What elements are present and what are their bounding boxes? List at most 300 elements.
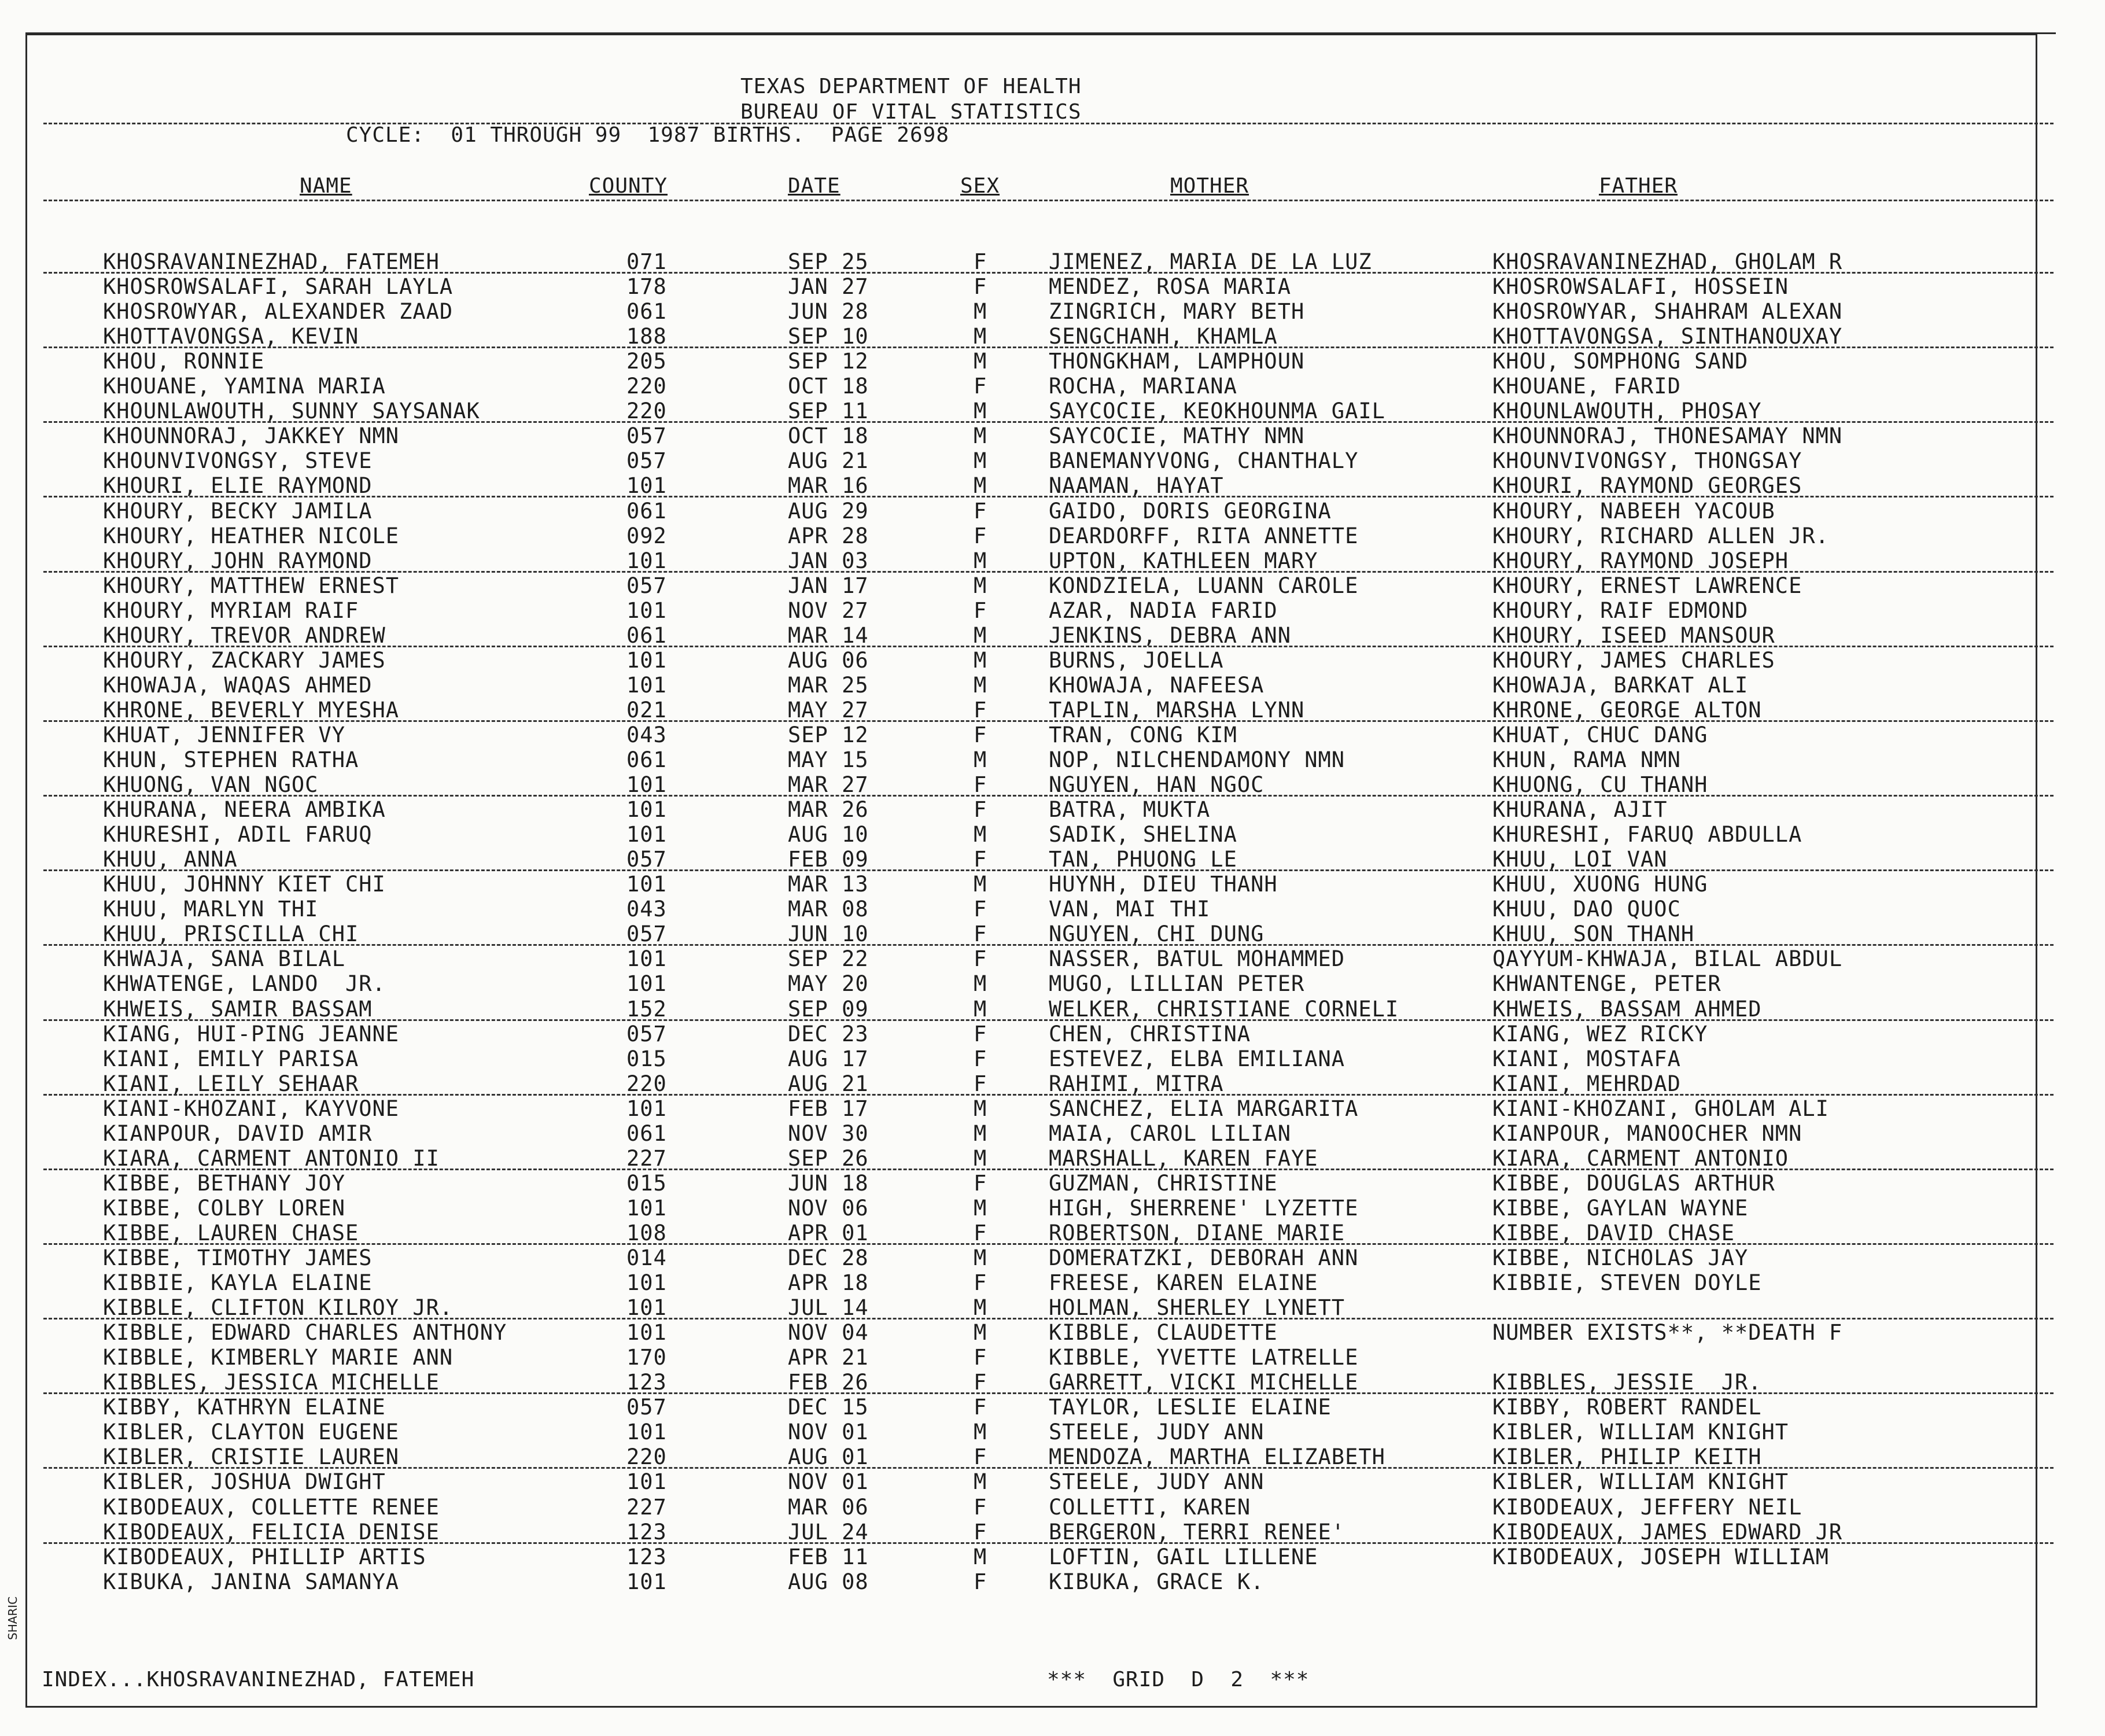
cell-name: KHOURY, BECKY JAMILA [103,498,373,524]
cell-county: 101 [626,1295,667,1321]
cell-name: KHOWAJA, WAQAS AHMED [103,672,373,698]
cell-mother: WELKER, CHRISTIANE CORNELI [1049,996,1399,1022]
cell-name: KHUAT, JENNIFER VY [103,722,345,747]
cell-sex: F [974,946,987,972]
cell-date: AUG 21 [788,448,869,474]
cell-sex: F [974,1270,987,1296]
cell-date: SEP 22 [788,946,869,972]
report-bureau: BUREAU OF VITAL STATISTICS [740,100,1082,124]
cell-father: KIANPOUR, MANOOCHER NMN [1492,1121,1802,1146]
table-row [0,325,2105,349]
cell-name: KIARA, CARMENT ANTONIO II [103,1145,440,1171]
cell-county: 152 [626,996,667,1022]
cell-date: AUG 17 [788,1046,869,1071]
cell-name: KHOSROWYAR, ALEXANDER ZAAD [103,299,454,325]
cell-sex: M [974,399,987,424]
cell-date: SEP 10 [788,324,869,349]
table-row [0,1321,2105,1345]
table-row [0,1470,2105,1494]
row-divider [43,421,2054,423]
row-divider [43,944,2054,946]
cell-mother: KIBBLE, CLAUDETTE [1049,1320,1278,1346]
cell-mother: HUYNH, DIEU THANH [1049,872,1278,897]
cell-mother: MAIA, CAROL LILIAN [1049,1121,1291,1146]
row-divider [43,1094,2054,1096]
table-row [0,1271,2105,1295]
cell-father: KHOURY, NABEEH YACOUB [1492,498,1775,524]
cell-name: KHOSROWSALAFI, SARAH LAYLA [103,274,454,300]
cell-name: KIBBLE, CLIFTON KILROY JR. [103,1295,454,1321]
cell-date: SEP 25 [788,249,869,274]
cell-county: 220 [626,1071,667,1096]
cell-sex: F [974,697,987,723]
cell-father: KHWANTENGE, PETER [1492,971,1721,997]
cell-county: 101 [626,946,667,972]
cell-father: KHOUNNORAJ, THONESAMAY NMN [1492,423,1843,449]
row-divider [43,1019,2054,1021]
cell-father: KIBODEAUX, JOSEPH WILLIAM [1492,1544,1829,1569]
table-row [0,349,2105,374]
cell-date: JUN 10 [788,922,869,947]
cell-father: KHOSROWSALAFI, HOSSEIN [1492,274,1789,300]
cell-county: 101 [626,1569,667,1594]
table-row [0,673,2105,698]
cell-mother: SANCHEZ, ELIA MARGARITA [1049,1096,1359,1121]
cell-name: KIBUKA, JANINA SAMANYA [103,1569,400,1594]
cell-county: 227 [626,1145,667,1171]
cell-mother: HIGH, SHERRENE' LYZETTE [1049,1195,1359,1221]
cell-mother: ROCHA, MARIANA [1049,374,1237,399]
cell-sex: M [974,647,987,673]
row-divider [43,1392,2054,1394]
table-row [0,1122,2105,1146]
cell-sex: M [974,423,987,449]
cell-father: KIANI-KHOZANI, GHOLAM ALI [1492,1096,1829,1121]
cell-sex: M [974,1420,987,1445]
cell-father: KIBBE, DOUGLAS ARTHUR [1492,1170,1775,1196]
cell-mother: KIBUKA, GRACE K. [1049,1569,1265,1594]
cell-mother: GARRETT, VICKI MICHELLE [1049,1370,1359,1395]
cell-name: KHUU, JOHNNY KIET CHI [103,872,386,897]
cell-sex: M [974,324,987,349]
table-row [0,1545,2105,1569]
cell-mother: ESTEVEZ, ELBA EMILIANA [1049,1046,1345,1071]
cell-county: 101 [626,872,667,897]
cell-name: KHOURY, TREVOR ANDREW [103,622,386,648]
cell-sex: F [974,498,987,524]
cell-sex: F [974,1021,987,1046]
cell-sex: F [974,1370,987,1395]
row-divider [43,795,2054,797]
cell-father: KIBBE, DAVID CHASE [1492,1220,1735,1245]
cell-sex: M [974,1195,987,1221]
cell-sex: M [974,573,987,598]
cell-date: FEB 26 [788,1370,869,1395]
cell-date: NOV 30 [788,1121,869,1146]
cell-sex: F [974,1444,987,1470]
cell-name: KIANPOUR, DAVID AMIR [103,1121,373,1146]
cell-sex: M [974,1096,987,1121]
cell-father: KIANI, MOSTAFA [1492,1046,1681,1071]
cell-mother: NOP, NILCHENDAMONY NMN [1049,747,1345,772]
cell-date: MAR 06 [788,1494,869,1520]
cell-county: 101 [626,598,667,623]
cell-father: KIBBE, NICHOLAS JAY [1492,1245,1749,1270]
cell-mother: SAYCOCIE, MATHY NMN [1049,423,1305,449]
cell-mother: TAPLIN, MARSHA LYNN [1049,697,1305,723]
cell-date: NOV 06 [788,1195,869,1221]
cell-date: MAY 20 [788,971,869,997]
cell-mother: SADIK, SHELINA [1049,822,1237,847]
cell-county: 101 [626,548,667,573]
table-row [0,275,2105,299]
table-row [0,773,2105,797]
cell-county: 043 [626,722,667,747]
cell-county: 188 [626,324,667,349]
cell-father: KHWEIS, BASSAM AHMED [1492,996,1762,1022]
table-row [0,549,2105,573]
cell-father: KIBLER, WILLIAM KNIGHT [1492,1420,1789,1445]
cell-date: AUG 01 [788,1444,869,1470]
table-row [0,1420,2105,1444]
cell-mother: RAHIMI, MITRA [1049,1071,1224,1096]
cell-mother: HOLMAN, SHERLEY LYNETT [1049,1295,1345,1321]
cell-date: JUN 28 [788,299,869,325]
cell-mother: AZAR, NADIA FARID [1049,598,1278,623]
cell-name: KIBBE, LAUREN CHASE [103,1220,359,1245]
table-row [0,624,2105,648]
cell-father: KIANG, WEZ RICKY [1492,1021,1708,1046]
cell-date: DEC 23 [788,1021,869,1046]
table-row [0,524,2105,548]
footer-grid: *** GRID D 2 *** [1047,1668,1310,1691]
table-row [0,897,2105,922]
cell-date: AUG 21 [788,1071,869,1096]
table-row [0,798,2105,822]
cell-father: KIBBE, GAYLAN WAYNE [1492,1195,1749,1221]
cell-father: KHOU, SOMPHONG SAND [1492,349,1749,374]
report-org: TEXAS DEPARTMENT OF HEALTH [740,75,1082,98]
cell-mother: SAYCOCIE, KEOKHOUNMA GAIL [1049,399,1385,424]
cell-date: MAY 27 [788,697,869,723]
table-row [0,449,2105,473]
cell-date: MAY 15 [788,747,869,772]
cell-sex: F [974,374,987,399]
table-row [0,499,2105,524]
table-row [0,922,2105,946]
cell-sex: M [974,672,987,698]
cell-father: KHOURY, JAMES CHARLES [1492,647,1775,673]
cell-county: 057 [626,573,667,598]
cell-mother: BANEMANYVONG, CHANTHALY [1049,448,1359,474]
cell-date: AUG 06 [788,647,869,673]
cell-name: KIBBLE, EDWARD CHARLES ANTHONY [103,1320,507,1346]
cell-date: NOV 01 [788,1469,869,1495]
cell-mother: JENKINS, DEBRA ANN [1049,622,1291,648]
cell-father: KHOUNLAWOUTH, PHOSAY [1492,399,1762,424]
cell-date: DEC 28 [788,1245,869,1270]
table-row [0,399,2105,423]
cell-mother: NASSER, BATUL MOHAMMED [1049,946,1345,972]
cell-name: KIBODEAUX, FELICIA DENISE [103,1519,440,1545]
side-label: SHARIC [6,1596,20,1640]
cell-father: KHOURY, RAYMOND JOSEPH [1492,548,1789,573]
cell-county: 057 [626,423,667,449]
cell-county: 057 [626,847,667,872]
row-divider [43,496,2054,497]
cell-date: MAR 08 [788,897,869,922]
cell-date: APR 01 [788,1220,869,1245]
cell-name: KIBBLE, KIMBERLY MARIE ANN [103,1345,454,1370]
cell-sex: F [974,1220,987,1245]
cell-county: 071 [626,249,667,274]
cell-county: 123 [626,1370,667,1395]
cell-date: FEB 17 [788,1096,869,1121]
cell-mother: CHEN, CHRISTINA [1049,1021,1251,1046]
table-row [0,748,2105,772]
cell-sex: M [974,299,987,325]
cell-sex: F [974,722,987,747]
cell-father: KIARA, CARMENT ANTONIO [1492,1145,1789,1171]
cell-name: KIANG, HUI-PING JEANNE [103,1021,400,1046]
cell-mother: TRAN, CONG KIM [1049,722,1237,747]
cell-county: 014 [626,1245,667,1270]
cell-father: KHUONG, CU THANH [1492,772,1708,798]
cell-sex: M [974,1145,987,1171]
cell-father: NUMBER EXISTS**, **DEATH F [1492,1320,1843,1346]
cell-father: KHUN, RAMA NMN [1492,747,1681,772]
cell-mother: TAN, PHUONG LE [1049,847,1237,872]
cell-name: KIBBY, KATHRYN ELAINE [103,1395,386,1420]
cell-name: KHOU, RONNIE [103,349,265,374]
cell-sex: F [974,1494,987,1520]
cell-mother: BURNS, JOELLA [1049,647,1224,673]
cell-county: 101 [626,822,667,847]
cell-name: KIBBE, BETHANY JOY [103,1170,345,1196]
cell-sex: F [974,274,987,300]
cell-county: 178 [626,274,667,300]
cell-date: OCT 18 [788,374,869,399]
footer-index: INDEX...KHOSRAVANINEZHAD, FATEMEH [42,1668,475,1691]
col-header-county: COUNTY [589,174,668,198]
cell-date: NOV 27 [788,598,869,623]
cell-sex: F [974,772,987,798]
table-row [0,1171,2105,1196]
cell-county: 220 [626,1444,667,1470]
cell-sex: M [974,822,987,847]
cell-father: KHOUANE, FARID [1492,374,1681,399]
cell-date: MAR 14 [788,622,869,648]
cell-father: KHOSRAVANINEZHAD, GHOLAM R [1492,249,1843,274]
cell-date: JAN 03 [788,548,869,573]
cell-mother: MENDOZA, MARTHA ELIZABETH [1049,1444,1385,1470]
cell-father: KHURANA, AJIT [1492,797,1668,823]
cell-mother: STEELE, JUDY ANN [1049,1420,1265,1445]
cell-father: KHUAT, CHUC DANG [1492,722,1708,747]
table-row [0,1570,2105,1594]
cell-date: JUN 18 [788,1170,869,1196]
cell-mother: LOFTIN, GAIL LILLENE [1049,1544,1318,1569]
cell-date: MAR 26 [788,797,869,823]
table-row [0,1370,2105,1395]
cell-date: MAR 16 [788,473,869,499]
cell-name: KHOSRAVANINEZHAD, FATEMEH [103,249,440,274]
cell-county: 015 [626,1046,667,1071]
row-divider [43,646,2054,647]
cell-sex: M [974,622,987,648]
cell-county: 101 [626,1270,667,1296]
cell-father: KIBBLES, JESSIE JR. [1492,1370,1762,1395]
cell-mother: GAIDO, DORIS GEORGINA [1049,498,1332,524]
col-header-date: DATE [788,174,840,198]
cell-sex: F [974,897,987,922]
cell-sex: F [974,598,987,623]
cell-name: KHOTTAVONGSA, KEVIN [103,324,359,349]
table-row [0,1022,2105,1046]
cell-father: KIBBY, ROBERT RANDEL [1492,1395,1762,1420]
cell-date: APR 21 [788,1345,869,1370]
cell-sex: F [974,1519,987,1545]
cell-date: SEP 11 [788,399,869,424]
cell-mother: VAN, MAI THI [1049,897,1211,922]
cell-sex: M [974,1245,987,1270]
table-row [0,1520,2105,1545]
cell-name: KHURESHI, ADIL FARUQ [103,822,373,847]
cell-mother: NGUYEN, CHI DUNG [1049,922,1265,947]
cell-father: KHOTTAVONGSA, SINTHANOUXAY [1492,324,1843,349]
table-row [0,1495,2105,1520]
cell-name: KIBBLES, JESSICA MICHELLE [103,1370,440,1395]
cell-father: KHUU, LOI VAN [1492,847,1668,872]
cell-father: KHOURY, RAIF EDMOND [1492,598,1749,623]
cell-name: KHWATENGE, LANDO JR. [103,971,386,997]
cell-county: 123 [626,1519,667,1545]
row-divider [43,869,2054,871]
cell-sex: M [974,548,987,573]
table-row [0,1072,2105,1096]
col-header-father: FATHER [1599,174,1678,198]
cell-mother: TAYLOR, LESLIE ELAINE [1049,1395,1332,1420]
cell-father: KHUU, SON THANH [1492,922,1695,947]
cell-name: KHOURY, MYRIAM RAIF [103,598,359,623]
cell-sex: F [974,922,987,947]
cell-mother: JIMENEZ, MARIA DE LA LUZ [1049,249,1372,274]
cell-name: KIBBIE, KAYLA ELAINE [103,1270,373,1296]
column-divider [43,200,2054,201]
cell-mother: KHOWAJA, NAFEESA [1049,672,1265,698]
table-row [0,300,2105,324]
cell-sex: M [974,747,987,772]
cell-date: MAR 25 [788,672,869,698]
cell-date: DEC 15 [788,1395,869,1420]
cell-county: 092 [626,523,667,548]
cell-county: 101 [626,473,667,499]
table-row [0,1246,2105,1270]
cell-name: KIBODEAUX, PHILLIP ARTIS [103,1544,426,1569]
table-row [0,1221,2105,1245]
cell-county: 061 [626,1121,667,1146]
cell-date: MAR 13 [788,872,869,897]
cell-county: 205 [626,349,667,374]
cell-mother: ZINGRICH, MARY BETH [1049,299,1305,325]
cell-date: JUL 24 [788,1519,869,1545]
cell-date: JAN 27 [788,274,869,300]
table-row [0,1147,2105,1171]
table-row [0,574,2105,598]
cell-name: KHWEIS, SAMIR BASSAM [103,996,373,1022]
cell-sex: F [974,1071,987,1096]
cell-mother: GUZMAN, CHRISTINE [1049,1170,1278,1196]
cell-date: OCT 18 [788,423,869,449]
table-row [0,997,2105,1022]
cell-county: 057 [626,1395,667,1420]
table-row [0,1097,2105,1121]
cell-sex: M [974,473,987,499]
cell-mother: UPTON, KATHLEEN MARY [1049,548,1318,573]
cell-mother: DEARDORFF, RITA ANNETTE [1049,523,1359,548]
row-divider [43,571,2054,573]
cell-date: NOV 04 [788,1320,869,1346]
cell-father: KHOURY, RICHARD ALLEN JR. [1492,523,1829,548]
cell-father: KHOWAJA, BARKAT ALI [1492,672,1749,698]
cell-date: AUG 08 [788,1569,869,1594]
cell-date: FEB 09 [788,847,869,872]
cell-mother: SENGCHANH, KHAMLA [1049,324,1278,349]
row-divider [43,272,2054,274]
cell-county: 061 [626,498,667,524]
cell-date: SEP 12 [788,722,869,747]
cell-sex: M [974,1320,987,1346]
cell-county: 101 [626,1420,667,1445]
row-divider [43,720,2054,722]
table-row [0,424,2105,448]
cell-father: KIBODEAUX, JAMES EDWARD JR [1492,1519,1843,1545]
cell-county: 101 [626,772,667,798]
cell-sex: F [974,847,987,872]
row-divider [43,347,2054,348]
cell-sex: M [974,1121,987,1146]
cell-name: KIBLER, CRISTIE LAUREN [103,1444,400,1470]
cell-county: 015 [626,1170,667,1196]
table-row [0,1047,2105,1071]
cell-county: 043 [626,897,667,922]
cell-name: KHOURI, ELIE RAYMOND [103,473,373,499]
cell-sex: M [974,1469,987,1495]
cell-name: KIBLER, CLAYTON EUGENE [103,1420,400,1445]
cell-mother: MARSHALL, KAREN FAYE [1049,1145,1318,1171]
cell-sex: F [974,523,987,548]
cell-mother: FREESE, KAREN ELAINE [1049,1270,1318,1296]
table-row [0,872,2105,897]
cell-sex: M [974,349,987,374]
cell-county: 057 [626,922,667,947]
cell-sex: M [974,872,987,897]
cell-county: 061 [626,747,667,772]
cell-name: KHOURY, ZACKARY JAMES [103,647,386,673]
cell-sex: M [974,1544,987,1569]
cell-mother: KONDZIELA, LUANN CAROLE [1049,573,1359,598]
cell-sex: F [974,1046,987,1071]
cell-date: NOV 01 [788,1420,869,1445]
cell-county: 220 [626,374,667,399]
cell-mother: DOMERATZKI, DEBORAH ANN [1049,1245,1359,1270]
cell-name: KHOUNNORAJ, JAKKEY NMN [103,423,400,449]
cell-father: KHUU, XUONG HUNG [1492,872,1708,897]
cell-date: AUG 10 [788,822,869,847]
cell-mother: NGUYEN, HAN NGOC [1049,772,1265,798]
cell-name: KHOURY, MATTHEW ERNEST [103,573,400,598]
table-row [0,1196,2105,1221]
